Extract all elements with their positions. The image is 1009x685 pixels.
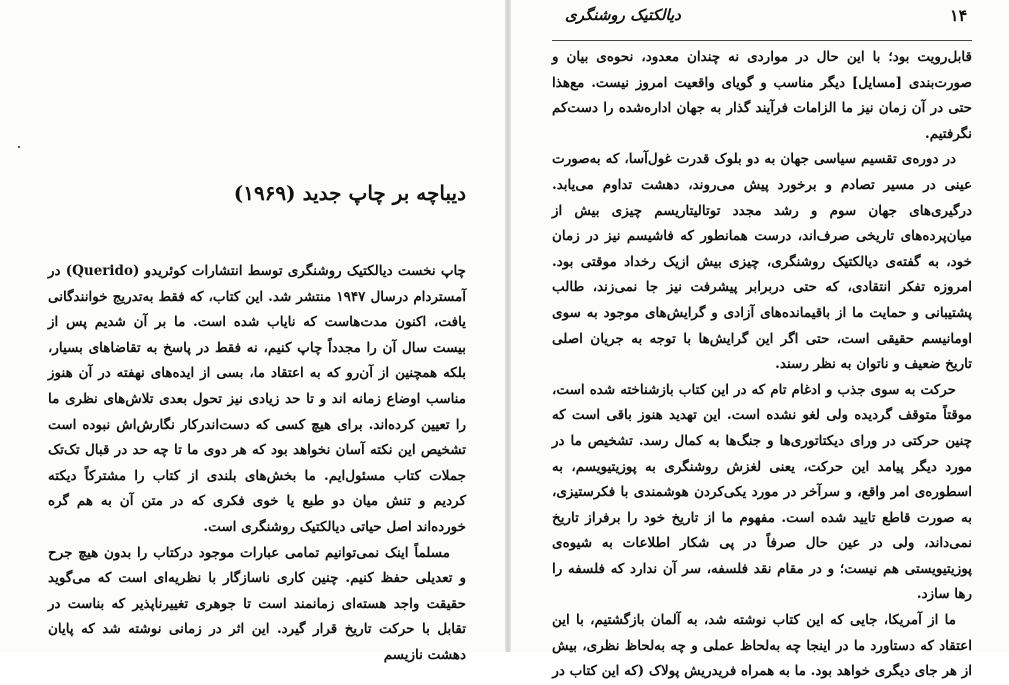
running-title: دیالکتیک روشنگری bbox=[565, 6, 681, 24]
right-page-body bbox=[552, 45, 972, 685]
paragraph: ما از آمریکا، جایی که این کتاب نوشته شد، به آلمان بازگشتیم، با این اعتقاد که دستاورد ما در اینجا چه به‌لحاظ عملی و چه به‌لحاظ نظری، بیش از هر جای دیگری خواهد بود. ما به همراه فریدریش پولاک (که این کتاب در bbox=[552, 612, 972, 680]
paragraph: قابل‌رویت بود؛ با این حال در مواردی نه چندان معدود، نحوه‌ی بیان و صورت‌بندی [مسایل] دیگر مناسب و گویای واقعیت امروز نیست. مع‌هذا حتی در آن زمان نیز ما الزامات فرآیند گذار به جهان اداره‌شده را دست‌کم نگرفتیم. bbox=[552, 49, 972, 142]
scan-speck bbox=[18, 146, 20, 148]
paragraph: مسلماً اینک نمی‌توانیم تمامی عبارات موجود درکتاب را بدون هیچ جرح و تعدیلی حفظ کنیم. چنین کاری ناسازگار با نظریه‌ای است که می‌گوید حقیقت واجد هسته‌ای زمانمند است تا جوهری تغییرناپذیر که بناست در تقابل با حرکت تاریخ قرار گیرد. این اثر در زمانی نوشته شد که پایان دهشت نازیسم bbox=[48, 544, 466, 663]
paragraph: چاپ نخست دیالکتیک روشنگری توسط انتشارات کوئریدو (Querido) در آمستردام درسال ۱۹۴۷ منتشر شد. این کتاب، که فقط به‌تدریج خوانندگانی یافت، اکنون مدت‌هاست که نایاب شده است. ما بر آن شدیم پس از بیست سال آن را مجدداً چاپ کنیم، نه فقط در پاسخ به تقاضاهای بسیار، بلکه همچنین از آن‌رو که به اعتقاد ما، بسی از ایده‌های نهفته در آن هنوز مناسب اوضاع زمانه اند و تا حد زیادی نیز تحول بعدی تلاش‌های نظری ما را تعیین کرده‌اند. برای هیچ کسی که دست‌اندرکار نگارش‌اش نبوده است تشخیص این نکته آسان نخواهد بود که هر دوی ما تا چه حد در قبال تک‌تک جملات کتاب مسئول‌ایم. ما بخش‌های بلندی از کتاب را مشترکاً دیکته کردیم و تنش میان دو طبع یا خوی فکری که در متن آن به هم گره خورده‌اند اصل حیاتی دیالکتیک روشنگری است. bbox=[48, 263, 466, 535]
left-page-body bbox=[48, 259, 466, 669]
page-number: ۱۴ bbox=[950, 6, 968, 25]
chapter-title: دیباچه بر چاپ جدید (۱۹۶۹) bbox=[233, 181, 466, 205]
paragraph: حرکت به سوی جذب و ادغام تام که در این کتاب بازشناخته شده است، موقتاً متوقف گردیده ولی لغو نشده است. این تهدید هنوز باقی است که چنین حرکتی در ورای دیکتاتوری‌ها و جنگ‌ها به کمال رسد. تشخیص ما در مورد دیگر پیامد این حرکت، یعنی لغزش روشنگری به پوزیتیویسم، به اسطوره‌ی امر واقع، و سرآخر در مورد یکی‌کردن هوشمندی با فکرستیزی، به صورت قاطع تایید شده است. مفهوم ما از تاریخ خود را برفراز تاریخ نمی‌داند، ولی در عین حال صرفاً در پی شکار اطلاعات به شیوه‌ی پوزیتیویستی هم نیست؛ و در مقام نقد فلسفه، سر آن ندارد که فلسفه را رها سازد. bbox=[552, 381, 972, 603]
paragraph: در دوره‌ی تقسیم سیاسی جهان به دو بلوک قدرت غول‌آسا، که به‌صورت عینی در مسیر تصادم و برخورد پیش می‌روند، دهشت تداوم می‌یابد. درگیری‌های جهان سوم و رشد مجدد توتالیتاریسم چیزی بیش از میان‌پرده‌های تاریخی صرف‌اند، درست همانطور که فاشیسم نیز در زمان خود، به گفته‌ی دیالکتیک روشنگری، چیزی بیش ازیک رخداد موقتی بود. امروزه تفکر انتقادی، که حتی دربرابر پیشرفت نیز جا نمی‌زند، طالب پشتیبانی و حمایت ما از باقیمانده‌های آزادی و گرایش‌های موجود به سوی اومانیسم حقیقی است، حتی اگر این گرایش‌ها با توجه به جریان اصلی تاریخ ضعیف و ناتوان به نظر رسند. bbox=[552, 151, 972, 373]
